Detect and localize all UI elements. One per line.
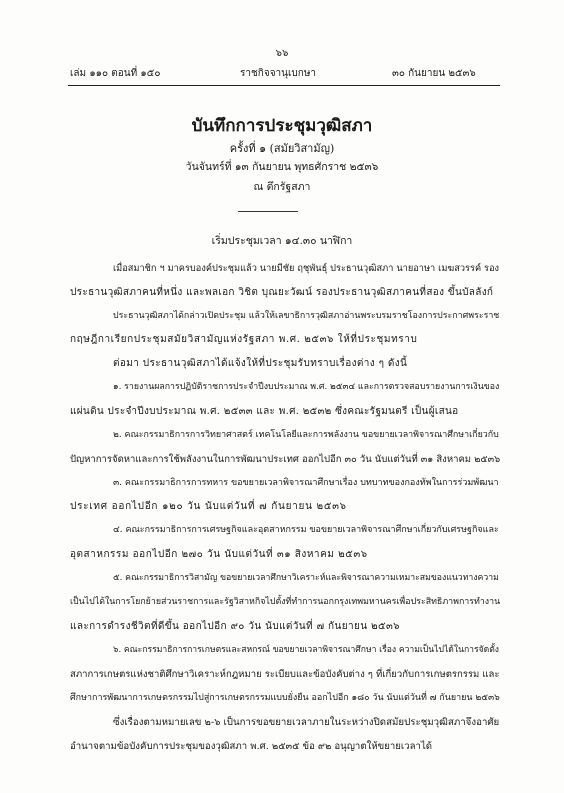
body-line: ๕. คณะกรรมาธิการวิสามัญ ขอขยายเวลาศึกษาวิเคราะห์และพิจารณาความเหมาะสมของแนวทางความ [113,573,499,583]
meeting-place: ณ ตึกรัฐสภา [253,181,311,193]
body-line: ประธานวุฒิสภาได้กล่าวเปิดประชุม แล้วให้เลขาธิการวุฒิสภาอ่านพระบรมราชโองการประกาศพระราช [113,311,500,321]
document-title: บันทึกการประชุมวุฒิสภา [191,116,373,136]
body-line: ปัญหาการจัดหาและการใช้พลังงานในการพัฒนาประเทศ ออกไปอีก ๓๐ วัน นับแต่วันที่ ๓๑ สิงหาคม ๒๕๓๖ [70,454,501,465]
body-line: แผ่นดิน ประจำปีงบประมาณ พ.ศ. ๒๕๓๓ และ พ.ศ. ๒๕๓๒ ซึ่งคณะรัฐมนตรี เป็นผู้เสนอ [70,406,459,417]
body-line: เป็นไปได้ในการโยกย้ายส่วนราชการและรัฐวิสาหกิจไปตั้งที่ทำการนอกกรุงเทพมหานครเพื่อประสิทธิภาพการทำงาน [70,597,501,607]
volume-issue: เล่ม ๑๑๐ ตอนที่ ๑๕๐ [70,68,161,79]
body-line: ซึ่งเรื่องตามหมายเลข ๒-๖ เป็นการขอขยายเวลาภายในระหว่างปิดสมัยประชุมวุฒิสภาจึงอาศัย [113,717,500,728]
body-line: เมื่อสมาชิก ฯ มาครบองค์ประชุมแล้ว นายมีชัย ฤชุพันธุ์ ประธานวุฒิสภา นายอาษา เมฆสวรรค์ รอง [113,263,500,274]
page-number: ๖๖ [275,48,289,59]
body-line: กฤษฎีกาเรียกประชุมสมัยวิสามัญแห่งรัฐสภา พ.ศ. ๒๕๓๖ ให้ที่ประชุมทราบ [70,334,418,345]
title-divider [238,211,298,212]
body-line: และการดำรงชีวิตที่ดีขึ้น ออกไปอีก ๙๐ วัน นับแต่วันที่ ๗ กันยายน ๒๕๓๖ [70,621,400,632]
meeting-date: วันจันทร์ที่ ๑๓ กันยายน พุทธศักราช ๒๕๓๖ [185,161,379,173]
session-subtitle: ครั้งที่ ๑ (สมัยวิสามัญ) [229,142,335,155]
body-line: อุตสาหกรรม ออกไปอีก ๒๗๐ วัน นับแต่วันที่ ๓๑ สิงหาคม ๒๕๓๖ [70,549,368,560]
body-line: ๓. คณะกรรมาธิการการทหาร ขอขยายเวลาพิจารณาศึกษาเรื่อง บทบาทของกองทัพในการร่วมพัฒนา [113,478,499,488]
body-line: ประธานวุฒิสภาคนที่หนึ่ง และพลเอก วิชิต บุณยะวัฒน์ รองประธานวุฒิสภาคนที่สอง ขึ้นบัลลังก์ [70,287,494,298]
body-line: ๖. คณะกรรมาธิการการเกษตรและสหกรณ์ ขอขยายเวลาพิจารณาศึกษา เรื่อง ความเป็นไปได้ในการจัดตั้ง [113,645,500,655]
body-line: ศึกษาการพัฒนาการเกษตรกรรมไปสู่การเกษตรกรรมแบบยั่งยืน ออกไปอีก ๑๘๐ วัน นับแต่วันที่ ๗ กันยายน ๒๕๓๖ [70,693,500,703]
body-line: สภาการเกษตรแห่งชาติศึกษาวิเคราะห์กฎหมาย ระเบียบและข้อบังคับต่าง ๆ ที่เกี่ยวกับการเกษตรกรรม และ [70,669,500,680]
body-line: ๒. คณะกรรมาธิการการวิทยาศาสตร์ เทคโนโลยีและการพลังงาน ขอขยายเวลาพิจารณาศึกษาเกี่ยวกับ [113,430,499,440]
body-line: ๔. คณะกรรมาธิการการเศรษฐกิจและอุตสาหกรรม ขอขยายเวลาพิจารณาศึกษาเกี่ยวกับเศรษฐกิจและ [113,525,499,535]
body-line: ประเทศ ออกไปอีก ๑๒๐ วัน นับแต่วันที่ ๗ กันยายน ๒๕๓๖ [70,501,347,512]
body-line: อำนาจตามข้อบังคับการประชุมของวุฒิสภา พ.ศ. ๒๕๓๕ ข้อ ๙๒ อนุญาตให้ขยายเวลาได้ [70,741,433,752]
header-rule [68,85,500,86]
body-line: ๑. รายงานผลการปฏิบัติราชการประจำปีงบประมาณ พ.ศ. ๒๕๓๔ และการตรวจสอบรายงานการเงินของ [113,382,500,392]
gazette-name: ราชกิจจานุเบกษา [240,68,317,79]
publication-date: ๓๐ กันยายน ๒๕๓๖ [392,68,476,79]
start-time: เริ่มประชุมเวลา ๑๔.๓๐ นาฬิกา [211,235,353,247]
body-line: ต่อมา ประธานวุฒิสภาได้แจ้งให้ที่ประชุมรับทราบเรื่องต่าง ๆ ดังนี้ [113,358,408,369]
